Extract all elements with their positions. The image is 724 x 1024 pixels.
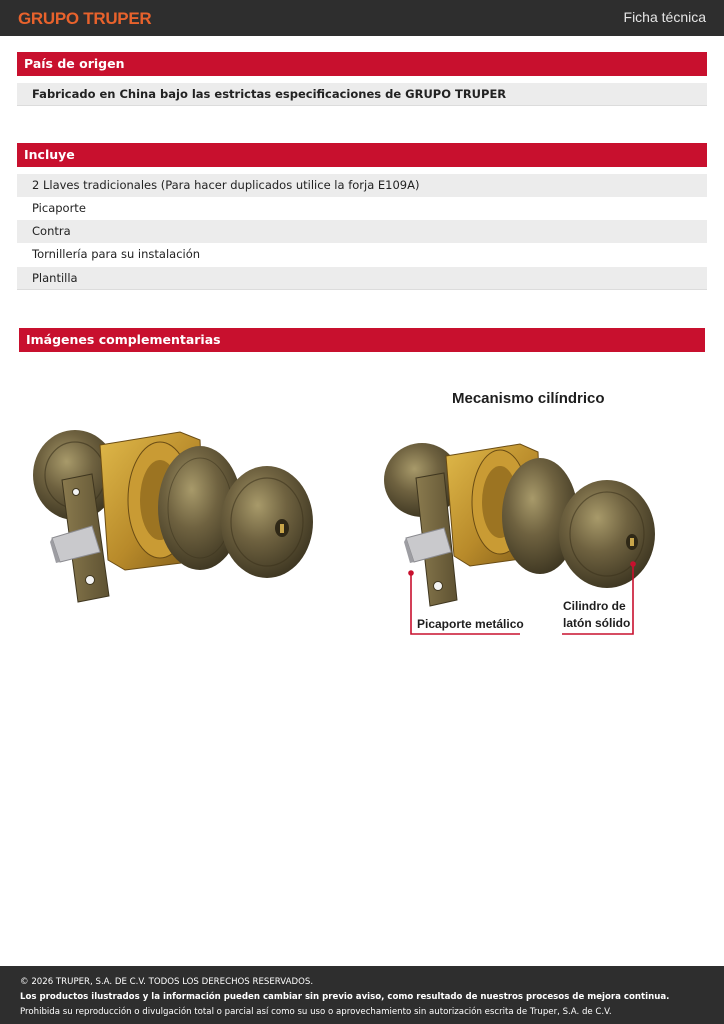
brand-logo: GRUPO TRUPER [18, 9, 152, 28]
origin-text: Fabricado en China bajo las estrictas especificaciones de GRUPO TRUPER [17, 83, 707, 106]
section-title-images: Imágenes complementarias [19, 328, 705, 352]
list-item: Plantilla [17, 267, 707, 290]
callout-cylinder-line2: latón sólido [563, 616, 631, 630]
product-image-knob-lock [30, 420, 320, 605]
list-item: 2 Llaves tradicionales (Para hacer duplicados utilice la forja E109A) [17, 174, 707, 197]
product-image-mechanism [380, 438, 670, 638]
footer-copyright: © 2026 TRUPER, S.A. DE C.V. TODOS LOS DERECHOS RESERVADOS. [20, 977, 314, 987]
section-title-origin: País de origen [17, 52, 707, 76]
list-item: Tornillería para su instalación [32, 247, 201, 261]
top-bar [0, 0, 724, 36]
footer-legal: Prohibida su reproducción o divulgación total o parcial así como su uso o aprovechamiento sin autorización escrita de Truper, S.A. de C.V. [20, 1007, 612, 1017]
footer [0, 966, 724, 1024]
section-title-includes: Incluye [17, 143, 707, 167]
document-type: Ficha técnica [623, 9, 706, 25]
mechanism-title: Mecanismo cilíndrico [452, 390, 605, 407]
callout-latch: Picaporte metálico [417, 617, 524, 631]
list-item: Picaporte [32, 201, 86, 215]
callout-cylinder-line1: Cilindro de [563, 599, 626, 613]
footer-notice: Los productos ilustrados y la información pueden cambiar sin previo aviso, como resultado de nuestros procesos de mejora continua. [20, 992, 670, 1002]
list-item: Contra [17, 220, 707, 243]
